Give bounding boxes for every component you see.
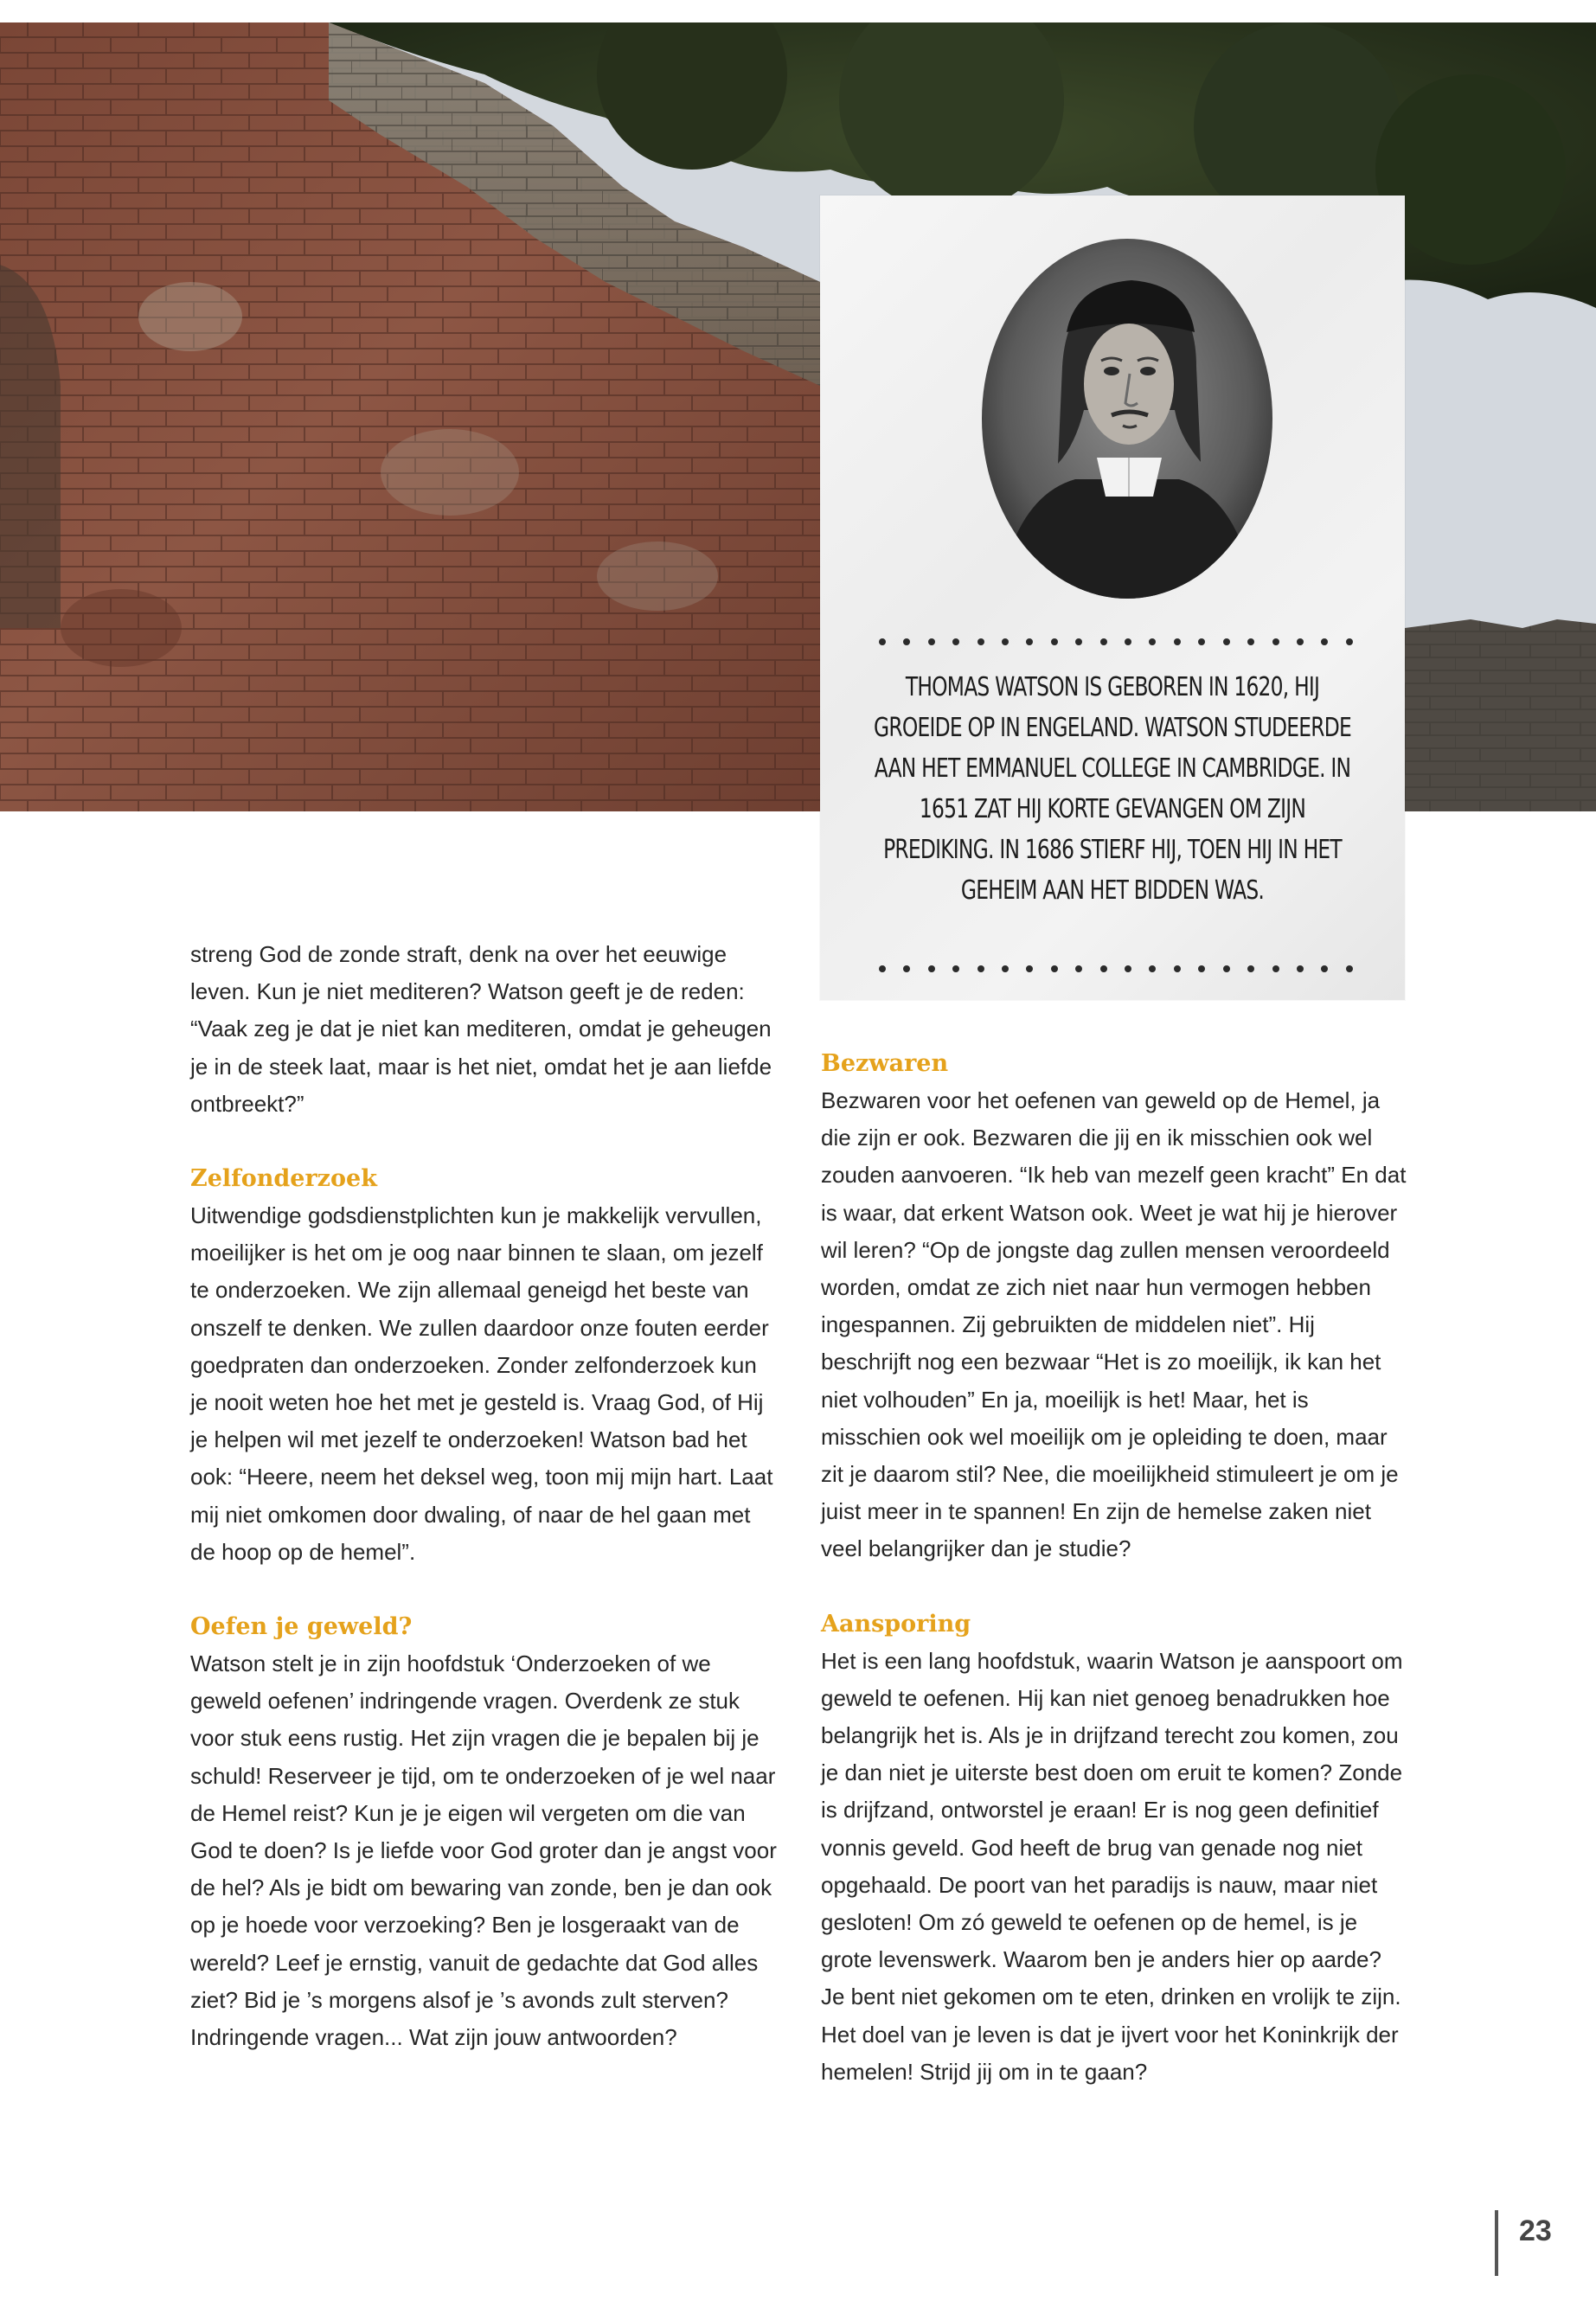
paragraph-oefen-je-geweld: Watson stelt je in zijn hoofdstuk ‘Onderzoeken of we geweld oefenen’ indringende vragen. Overdenk ze stuk voor stuk eens rustig. Het zijn vragen die je bepalen bij je schuld! Reserveer je tijd, om te onderzoeken of je wel naar de Hemel reist? Kun je je eigen wil vergeten om die van God te doen? Is je liefde voor God groter dan je angst voor de hel? Als je bidt om bewaring van zonde, ben je dan ook op je hoede voor verzoeking? Ben je losgeraakt van de wereld? Leef je ernstig, vanuit de gedachte dat God alles ziet? Bid je ’s morgens alsof je ’s avonds zult sterven? Indringende vragen... Wat zijn jouw antwoorden? (190, 1650, 777, 2051)
biography-text: THOMAS WATSON IS GEBOREN IN 1620, HIJ GROEIDE OP IN ENGELAND. WATSON STUDEERDE AAN HET EMMANUEL COLLEGE IN CAMBRIDGE. IN 1651 ZAT HIJ KORTE GEVANGEN OM ZIJN PREDIKING. IN 1686 STIERF HIJ, TOEN HIJ IN HET GEHEIM AAN HET BIDDEN WAS. (873, 672, 1352, 906)
heading-bezwaren: Bezwaren (821, 1050, 949, 1077)
biography-card (820, 195, 1405, 1000)
page-number: 23 (1519, 2214, 1552, 2247)
paragraph-bezwaren: Bezwaren voor het oefenen van geweld op de Hemel, ja die zijn er ook. Bezwaren die jij en ik misschien ook wel zouden aanvoeren. “Ik heb van mezelf geen kracht” En dat is waar, dat erkent Watson ook. Weet je wat hij je hierover wil leren? “Op de jongste dag zullen mensen veroordeeld worden, omdat ze zich niet naar hun vermogen hebben ingespannen. Zij gebruikten de middelen niet”. Hij beschrijft nog een bezwaar “Het is zo moeilijk, ik kan het niet volhouden” En ja, moeilijk is het! Maar, het is misschien ook wel moeilijk om je opleiding te doen, maar zit je daarom stil? Nee, die moeilijkheid stimuleert je om je juist meer in te spannen! En zijn de hemelse zaken niet veel belangrijker dan je studie? (821, 1087, 1407, 1562)
intro-paragraph: streng God de zonde straft, denk na over het eeuwige leven. Kun je niet mediteren? Watson geeft je de reden: “Vaak zeg je dat je niet kan mediteren, omdat je geheugen je in de steek laat, maar is het niet, omdat het je aan liefde ontbreekt?” (190, 941, 772, 1117)
heading-zelfonderzoek: Zelfonderzoek (190, 1165, 377, 1193)
right-column (821, 1045, 1409, 2091)
page-number-bar (1495, 2210, 1498, 2276)
paragraph-aansporing: Het is een lang hoofdstuk, waarin Watson je aanspoort om geweld te oefenen. Hij kan niet genoeg benadrukken hoe belangrijk het is. Als je in drijfzand terecht zou komen, zou je dan niet je uiterste best doen om eruit te komen? Zonde is drijfzand, ontworstel je eraan! Er is nog geen definitief vonnis geveld. God heeft de brug van genade nog niet opgehaald. De poort van het paradijs is nauw, maar niet gesloten! Om zó geweld te oefenen op de hemel, is je grote levenswerk. Waarom ben je anders hier op aarde? Je bent niet gekomen om te eten, drinken en vrolijk te zijn. Het doel van je leven is dat je ijvert voor het Koninkrijk der hemelen! Strijd jij om in te gaan? (821, 1647, 1403, 2085)
paragraph-zelfonderzoek: Uitwendige godsdienstplichten kun je makkelijk vervullen, moeilijker is het om je oog naar binnen te slaan, om jezelf te onderzoeken. We zijn allemaal geneigd het beste van onszelf te denken. We zullen daardoor onze fouten eerder goedpraten dan onderzoeken. Zonder zelfonderzoek kun je nooit weten hoe het met je gesteld is. Vraag God, of Hij je helpen wil met jezelf te onderzoeken! Watson bad het ook: “Heere, neem het deksel weg, toon mij mijn hart. Laat mij niet omkomen door dwaling, of naar de hel gaan met de hoop op de hemel”. (190, 1202, 773, 1565)
thomas-watson-portrait (980, 237, 1274, 600)
dotted-divider-bottom (879, 964, 1353, 974)
dotted-divider-top (879, 637, 1353, 647)
heading-aansporing: Aansporing (821, 1610, 971, 1638)
heading-oefen-je-geweld: Oefen je geweld? (190, 1613, 413, 1641)
left-column (190, 936, 779, 2056)
